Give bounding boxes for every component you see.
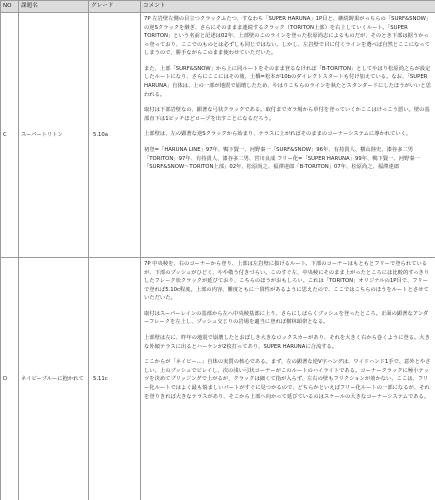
route-no: C bbox=[1, 13, 19, 258]
comment-paragraph: 上部壁は、左の顕著な逆Sクラックから始まり、テラスに上がればそのままのコーナーシステムに導かれていく。 bbox=[144, 131, 412, 138]
comment-paragraph: 初登=「HARUNA LINE」97年、鴨下賢一、河野秦一「SURF&SNOW」96年、有持貴人、横山陸史、漆谷多二男「TORITON」97年、有持貴人、漆谷多二男、宮川良成 フリー化=「SUPER HARUNA」99年、鴨下賢一、河野秦一「SURF&SNOW〜TORITON上部」02年、松原尚之、福澤達郎「B-TORITON」07年、松原尚之、福澤達郎 bbox=[144, 146, 420, 171]
route-grade: 5.11c bbox=[89, 258, 141, 500]
header-grade: グレード bbox=[89, 1, 141, 13]
header-name: 課題名 bbox=[19, 1, 89, 13]
comment-paragraph: 7P 左岩壁左側の目立つクラックふたつ、すなわち「SUPER HARUNA」1P目と、継続鋳果がっちらの「SURF&SNOW」の逆Sクラックを継ぎ、さらにそのままま連続するクラック（TORITON上部）を右上していくルート。「SUPER TORITON」という名前と記述は02年、上部壁のこのラインを登った松原尚志によるものだが、そのとき下部は据うかっっ登っており、ここでのものとは必ずしも同じではない。しかし、左岩壁で目に付くラインを選べば自然とここになってしまうので、勝手ながらこのまま使わせていただいた。 bbox=[144, 16, 432, 57]
route-name: ネイビーブルーに抱かれて bbox=[19, 258, 89, 500]
route-no: D bbox=[1, 258, 19, 500]
comment-paragraph: 取付はスーパーレインの基部から左へ中央稜基部に上り、さらにしばらくブッシュを登ったところ。正面の顕著なアンダーフレークを左上し、プッシュ交じりの岩場を適当に登れば樹林頭帯となる。 bbox=[144, 310, 429, 326]
comment-paragraph: 取付は下部岩壁なの、顕著な弓状クラックである。取付までガラ場から草付を登っていくかここはけっこう悪い。壁の基部直下は1ピッチほどロープを出すことになるだろう。 bbox=[144, 107, 430, 122]
header-comment: コメント bbox=[141, 1, 435, 13]
header-no: NO bbox=[1, 1, 19, 13]
route-comment bbox=[141, 13, 435, 258]
comment-paragraph: 7P 中央稜を、右のコーナーから登り、上部は左岩壁に抜けるルート。下部のコーナーはもともとフリーで登られているが、下部のプッシュがひどく、やや敬う付きづらい。このすぐ左、中央稜にそのまま上がったところには比較的すっきりしたフレーク状クラックが延びており、こちらのほうがおもしろい。これは「TORITON」オリジナルの1P目で、フリーで登れば5.10c程度。上部の内容、難度ともに一貫性があるように思えたので、ここではこちらのほうをルートとさせていただいた。 bbox=[144, 261, 430, 302]
comment-paragraph: また、上部「SURF&SNOW」から上に同ルートをそのまま登るなければ「B-TORITON」としてやはり松原尚之らが設定したルートになり、さらにここにはその後、土橋=松本が10bのダイレクトスタートも付け加えている。なお、「SUPER HARUNA」自体は、上の一部が地震で崩壊したため、やはりこちらのラインを執たとスタンダードにしたほうがいいと思われる。 bbox=[144, 65, 432, 98]
route-name: スーパートリトン bbox=[19, 13, 89, 258]
comment-paragraph: 上部壁は左に、昨年の地震で崩壊したとおぼしき大きなロックスカーがあり、それを大きく右から巻くように登る。大きな外傾テラスに出るとハーケンが2枚打ってあり、SUPER HARUNAに合流する。 bbox=[144, 335, 430, 350]
header-row bbox=[1, 1, 435, 13]
route-comment bbox=[141, 258, 435, 500]
route-grade: 5.10a bbox=[89, 13, 141, 258]
table-row bbox=[1, 13, 435, 258]
table-row bbox=[1, 258, 435, 500]
comment-paragraph: ここからが「ネイビー…」自体の実質の核心である。まず、左の顕著な逆V字ハングは、ワイドハンド1手で、意外とやさしい。上のブッシュでビレイし、次の浅い弓状コーナーがこのルートのハイライトである。コーナークラックに極小テッツを決めてブリッジングで上がるが、クラックは細くて指が入らず、左右の壁もフリクションが効かない。ここは、フリー化ルートではよく最も悩ましいパートがすぐに見つかるので、どちらかといえばフリー化ルートの一部になるが、それを登りきれば大きなテラスがあり、そこから上部へ向かって延びているのはスケールの大きなコーナーシステムである。 bbox=[144, 359, 431, 400]
